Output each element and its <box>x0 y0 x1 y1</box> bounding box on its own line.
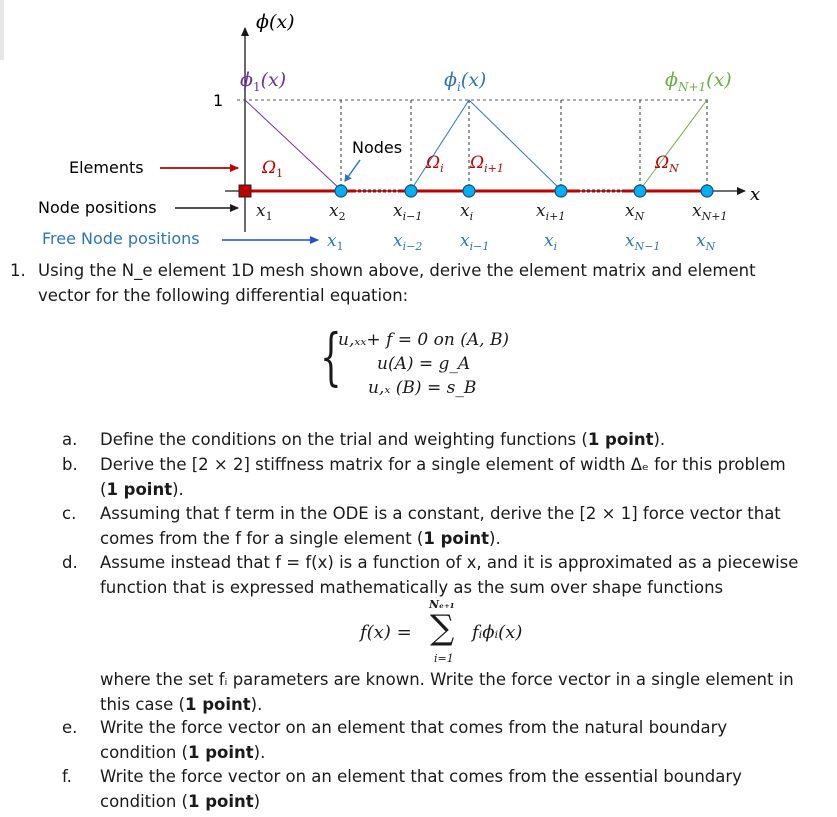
subquestion-text: Write the force vector on an element that comes from the essential boundary condition <box>100 767 742 811</box>
shape-label-phi-i: $\phi_i(x)$ <box>444 69 487 94</box>
subquestion-text: Assuming that f term in the ODE is a constant, derive the [2 × 1] force vector that comes from the f for a single element <box>100 504 781 548</box>
sigma-symbol: ∑ <box>430 608 455 648</box>
subquestion-text: Assume instead that f = f(x) is a function of x, and it is approximated as a piecewise function that is expressed mathematically as the sum over shape functions <box>100 553 799 597</box>
node-marker <box>405 185 417 197</box>
element-label-omega-i-plus-1: $\Omega_{i+1}$ <box>470 153 504 175</box>
sum-upper-limit: Nₑ₊₁ <box>429 598 455 611</box>
free-node-label: $x_{i-1}$ <box>460 231 490 253</box>
subquestion-label: c. <box>62 504 77 523</box>
subquestion-label: a. <box>62 430 78 449</box>
nodes-label: Nodes <box>352 138 403 157</box>
element-label-omega-i: $\Omega_i$ <box>426 153 444 175</box>
subquestion-text: where the set fᵢ parameters are known. Write the force vector in a single element in this case <box>100 670 794 714</box>
x-axis-label: x <box>750 184 761 205</box>
element-label-omega-n: $\Omega_N$ <box>655 153 679 175</box>
node-marker <box>335 185 347 197</box>
shape-function-phi-n-plus-1 <box>640 100 707 190</box>
subquestion-label: f. <box>62 767 72 786</box>
node-label: $x_{N+1}$ <box>692 201 728 223</box>
node-marker <box>701 185 713 197</box>
node-label: $x_1$ <box>256 201 273 223</box>
node-label: $x_N$ <box>625 201 645 223</box>
natural-bc-equation: u,ₓ (B) = s_B <box>368 378 477 398</box>
points-label: 1 point <box>187 791 254 811</box>
free-node-label: $x_1$ <box>327 231 344 253</box>
row-label-node-positions: Node positions <box>38 198 157 217</box>
node-label: $x_i$ <box>460 201 474 223</box>
node-marker <box>555 185 567 197</box>
subquestion-text: Derive the [2 × 2] stiffness matrix for a single element of width Δₑ for this problem <box>100 455 786 474</box>
nodes-pointer-arrow <box>345 160 360 181</box>
system-brace: { <box>320 320 342 393</box>
points-label: 1 point <box>184 694 251 714</box>
subquestion-text: Write the force vector on an element that comes from the natural boundary condition <box>100 718 728 762</box>
points-label: 1 point <box>587 430 654 449</box>
element-label-omega-1: $\Omega_1$ <box>262 158 284 180</box>
phi-axis-label: ϕ(x) <box>256 11 295 33</box>
subquestion-label: d. <box>62 553 78 572</box>
sum-lhs: f(x) = <box>360 622 412 643</box>
sum-lower-limit: i=1 <box>434 652 454 665</box>
row-label-free-node-positions: Free Node positions <box>42 229 200 248</box>
subquestion-label: b. <box>62 455 78 474</box>
points-label: 1 point <box>106 479 173 499</box>
sum-formula <box>360 598 580 668</box>
node-label: $x_{i+1}$ <box>536 201 566 223</box>
mesh-diagram <box>0 0 837 258</box>
points-label: 1 point <box>187 742 254 762</box>
row-label-elements: Elements <box>69 158 144 177</box>
subquestion-text: Define the conditions on the trial and weighting functions <box>100 430 577 449</box>
shape-function-phi-1 <box>245 100 341 190</box>
node-label: $x_{i-1}$ <box>393 201 423 223</box>
fixed-node-square <box>239 185 251 197</box>
question-intro-text: Using the N_e element 1D mesh shown above, derive the element matrix and element vector for the following differential equation: <box>38 261 756 305</box>
free-node-label: $x_{i-2}$ <box>393 231 423 253</box>
question-number: 1. <box>10 261 26 280</box>
free-node-label: $x_i$ <box>544 231 558 253</box>
ode-equation: u,ₓₓ+ f = 0 on (A, B) <box>338 330 510 350</box>
tick-one-label: 1 <box>213 91 224 110</box>
shape-label-phi-1: $\phi_1(x)$ <box>240 69 287 94</box>
node-label: $x_2$ <box>329 201 346 223</box>
subquestion-label: e. <box>62 718 78 737</box>
essential-bc-equation: u(A) = g_A <box>377 354 471 374</box>
node-marker <box>463 185 475 197</box>
free-node-label: $x_N$ <box>696 231 716 253</box>
free-node-label: $x_{N-1}$ <box>625 231 661 253</box>
sum-term: fᵢϕᵢ(x) <box>472 622 523 643</box>
node-marker <box>634 185 646 197</box>
shape-function-phi-i <box>411 100 561 190</box>
points-label: 1 point <box>423 528 490 548</box>
shape-label-phi-n-plus-1: $\phi_{N+1}(x)$ <box>665 69 732 94</box>
